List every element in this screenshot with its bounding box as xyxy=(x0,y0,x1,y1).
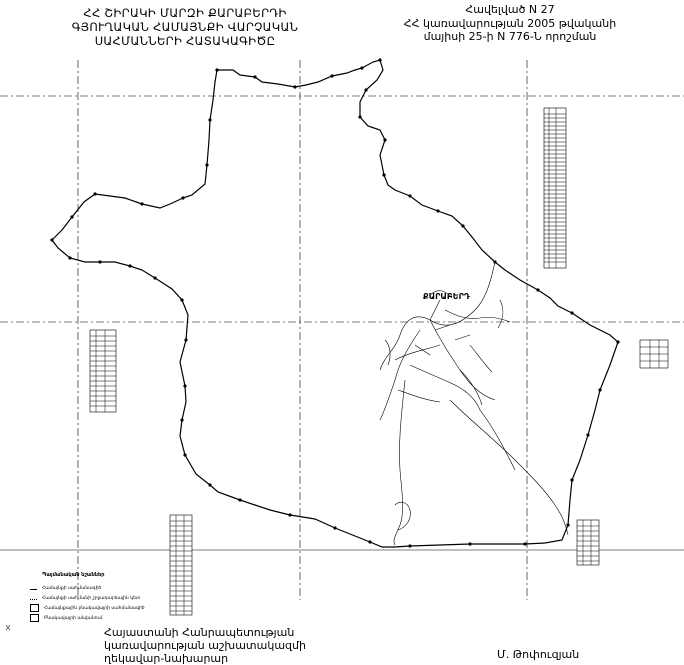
signatory-line-1: Հայաստանի Հանրապետության xyxy=(104,626,295,639)
annex-line-1: Հավելված N 27 xyxy=(465,3,555,16)
legend-item-label: Համայնքային բնակավայրի սահմանագիծ xyxy=(44,605,145,611)
box-symbol-icon xyxy=(30,604,39,612)
annex-line-2: ՀՀ կառավարության 2005 թվականի xyxy=(403,16,617,30)
map-legend xyxy=(30,572,180,623)
corner-marker xyxy=(6,625,10,630)
legend-item-label: Համայնքի սահմանագիծ xyxy=(42,585,102,591)
settlement-roads xyxy=(380,262,568,545)
map-title-line-3: ՍԱՀՄԱՆՆԵՐԻ ՀԱՏԱԿԱԳԻԾԸ xyxy=(94,34,276,48)
coordinate-tables xyxy=(90,108,668,615)
signatory-line-2: կառավարության աշխատակազմի xyxy=(104,639,306,652)
legend-title: Պայմանական նշաններ xyxy=(42,572,105,578)
legend-item-label: Բնակավայրի անվանում xyxy=(44,615,103,621)
dot-line-symbol-icon xyxy=(30,596,37,600)
legend-item xyxy=(30,583,180,593)
signatory-title xyxy=(104,626,306,665)
legend-item xyxy=(30,593,180,603)
legend-item xyxy=(30,613,180,623)
map-title-line-2: ԳՅՈՒՂԱԿԱՆ ՀԱՄԱՅՆՔԻ ՎԱՐՉԱԿԱՆ xyxy=(71,20,299,34)
legend-item xyxy=(30,603,180,613)
annex-line-3: մայիսի 25-ի N 776-Ն որոշման xyxy=(423,30,597,43)
community-boundary xyxy=(52,60,618,547)
boundary-turning-points xyxy=(50,58,619,547)
line-symbol-icon xyxy=(30,586,37,590)
legend-item-label: Համայնքի սահմանի շրջադարձային կետ xyxy=(42,595,141,601)
signatory-line-3: ղեկավար-նախարար xyxy=(104,652,229,665)
box-symbol-icon xyxy=(30,614,39,622)
map-title-line-1: ՀՀ ՇԻՐԱԿԻ ՄԱՐԶԻ ՔԱՐԱԲԵՐԴԻ xyxy=(83,6,287,20)
settlement-label: ՔԱՐԱԲԵՐԴ xyxy=(423,292,470,301)
signatory-name: Մ. Թոփուզյան xyxy=(497,648,580,661)
